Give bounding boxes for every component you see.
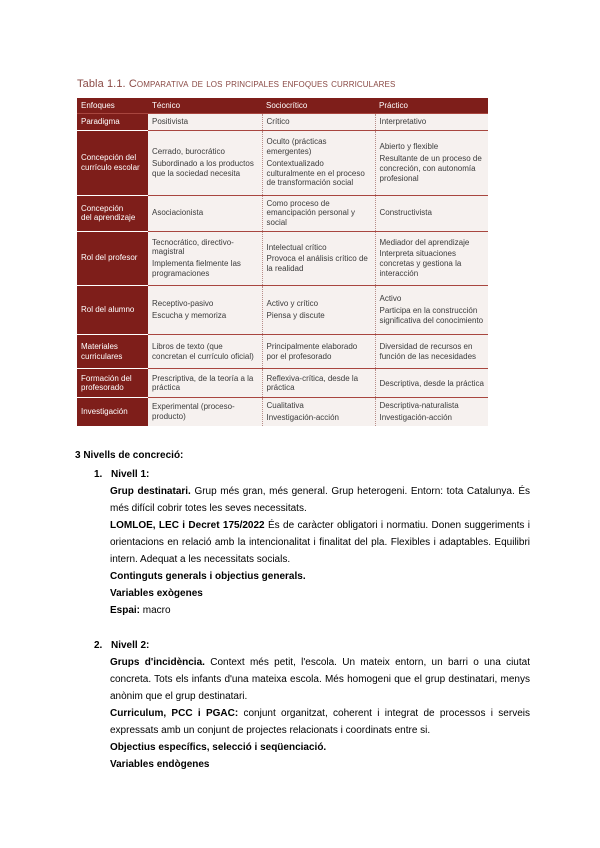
table-cell xyxy=(375,231,488,285)
level-2-objectius: Objectius específics, selecció i seqüenciació. xyxy=(110,742,327,753)
cell-text: Constructivista xyxy=(379,208,432,218)
cell-text: Implementa fielmente las programaciones xyxy=(152,259,241,278)
level-2-number: 2. xyxy=(94,640,103,651)
table-row xyxy=(77,231,488,285)
cell-text: Provoca el análisis crítico de la realidad xyxy=(266,254,368,274)
row-header-line: Concepción del xyxy=(81,153,137,163)
cell-text: Subordinado a los productos que la sociedad necesita xyxy=(152,158,254,178)
table-cell xyxy=(262,334,375,369)
row-header-line: profesorado xyxy=(81,383,124,393)
grups-incidencia-label: Grups d'incidència. xyxy=(110,657,205,668)
level-2-heading xyxy=(94,637,530,654)
table-cell xyxy=(148,231,262,285)
cell-text: Abierto y flexible xyxy=(379,142,439,152)
cell-text: Escucha y memoriza xyxy=(152,310,227,320)
cell-text: Interpreta situaciones concretas y gestiona la interacción xyxy=(379,249,462,278)
table-cell xyxy=(148,334,262,369)
table-cell xyxy=(148,285,262,334)
law-label: LOMLOE, LEC i Decret 175/2022 xyxy=(110,520,265,531)
cell-text: Prescriptiva, de la teoría a la práctica xyxy=(152,373,254,393)
row-header xyxy=(77,195,148,231)
level-1-number: 1. xyxy=(94,469,103,480)
espai-label: Espai: xyxy=(110,605,141,616)
row-header-line: curriculares xyxy=(81,351,123,361)
column-header: Enfoques xyxy=(77,98,148,114)
row-header xyxy=(77,231,148,285)
row-header-line: Paradigma xyxy=(81,117,120,127)
cell-text: Positivista xyxy=(152,117,189,127)
cell-text: Reflexiva-crítica, desde la práctica xyxy=(266,373,359,393)
table-row xyxy=(77,369,488,398)
level-2-grup-paragraph xyxy=(110,654,530,705)
row-header xyxy=(77,369,148,398)
table-cell xyxy=(375,398,488,426)
cell-text: Intelectual crítico xyxy=(266,242,327,252)
grup-destinatari-label: Grup destinatari. xyxy=(110,486,191,497)
cell-text: Cualitativa xyxy=(266,401,304,411)
table-cell xyxy=(262,398,375,426)
table-row xyxy=(77,130,488,195)
row-header-line: Rol del alumno xyxy=(81,304,135,314)
table-cell xyxy=(148,398,262,426)
row-header-line: Materiales xyxy=(81,341,118,351)
cell-text: Investigación-acción xyxy=(379,413,452,423)
table-row xyxy=(77,398,488,426)
table-cell xyxy=(148,195,262,231)
cell-text: Participa en la construcción significativa del conocimiento xyxy=(379,305,484,325)
table-row xyxy=(77,195,488,231)
table-cell xyxy=(148,369,262,398)
cell-text: Oculto (prácticas emergentes) xyxy=(266,137,327,157)
table-caption-text: Comparativa de los principales enfoques curriculares xyxy=(128,78,396,90)
row-header-line: Investigación xyxy=(81,407,128,417)
table-cell xyxy=(375,114,488,131)
table-caption xyxy=(77,78,395,90)
table-cell xyxy=(262,285,375,334)
table-cell xyxy=(375,130,488,195)
row-header-line: currículo escolar xyxy=(81,162,140,172)
level-1-law-paragraph xyxy=(110,517,530,568)
cell-text: Experimental (proceso-producto) xyxy=(152,402,235,422)
row-header-line: Concepción xyxy=(81,203,124,213)
document-body xyxy=(75,447,530,773)
table-cell xyxy=(262,114,375,131)
cell-text: Piensa y discute xyxy=(266,310,325,320)
espai-value: macro xyxy=(140,605,171,616)
cell-text: Tecnocrático, directivo-magistral xyxy=(152,237,234,257)
comparison-table-container xyxy=(77,98,488,426)
table-cell xyxy=(148,114,262,131)
row-header-line: Rol del profesor xyxy=(81,253,138,263)
row-header xyxy=(77,334,148,369)
section-heading: 3 Nivells de concreció: xyxy=(75,450,184,461)
column-header: Práctico xyxy=(375,98,488,114)
cell-text: Mediador del aprendizaje xyxy=(379,237,470,247)
column-header: Sociocrítico xyxy=(262,98,375,114)
cell-text: Contextualizado culturalmente en el proceso de transformación social xyxy=(266,158,365,188)
table-cell xyxy=(262,369,375,398)
table-cell xyxy=(375,285,488,334)
cell-text: Investigación-acción xyxy=(266,413,339,423)
table-cell xyxy=(375,369,488,398)
table-cell xyxy=(262,195,375,231)
level-2-body xyxy=(110,654,530,773)
level-1-espai xyxy=(110,602,530,619)
cell-text: Principalmente elaborado por el profesorado xyxy=(266,341,358,361)
level-1-body xyxy=(110,483,530,619)
cell-text: Receptivo-pasivo xyxy=(152,298,214,308)
level-1-heading xyxy=(94,466,530,483)
level-1-continguts: Continguts generals i objectius generals. xyxy=(110,571,306,582)
cell-text: Asociacionista xyxy=(152,208,204,218)
cell-text: Interpretativo xyxy=(379,117,427,127)
table-row xyxy=(77,334,488,369)
grup-destinatari-text: Grup més gran, més general. Grup heterogeni. Entorn: tota Catalunya. És més difícil cobrir totes les seves necessitats. xyxy=(110,486,530,514)
comparison-table xyxy=(77,98,488,426)
table-row xyxy=(77,114,488,131)
row-header xyxy=(77,285,148,334)
level-1-variables: Variables exògenes xyxy=(110,588,203,599)
table-cell xyxy=(375,334,488,369)
level-2-title: Nivell 2: xyxy=(111,640,150,651)
cell-text: Descriptiva, desde la práctica xyxy=(379,378,484,388)
cell-text: Activo xyxy=(379,294,402,303)
cell-text: Crítico xyxy=(266,117,290,127)
table-cell xyxy=(375,195,488,231)
level-2-curriculum-paragraph xyxy=(110,705,530,739)
table-cell xyxy=(262,231,375,285)
row-header xyxy=(77,398,148,426)
table-caption-number: Tabla 1.1. xyxy=(77,78,126,90)
cell-text: Libros de texto (que concretan el currículo oficial) xyxy=(152,341,254,361)
cell-text: Descriptiva-naturalista xyxy=(379,401,459,411)
level-1-title: Nivell 1: xyxy=(111,469,150,480)
law-text: És de caràcter obligatori i normatiu. Donen suggeriments i orientacions en relació amb la intencionalitat i finalitat del pla. Flexibles i adaptables. Equilibri intern. Adequat a les necessitats socials. xyxy=(110,520,530,565)
row-header xyxy=(77,114,148,131)
cell-text: Resultante de un proceso de concreción, con autonomía profesional xyxy=(379,154,482,183)
row-header xyxy=(77,130,148,195)
curriculum-text: conjunt organitzat, coherent i integrat de processos i serveis expressats amb un conjunt de projectes relacionats i coordinats entre si. xyxy=(110,708,530,736)
curriculum-label: Curriculum, PCC i PGAC: xyxy=(110,708,239,719)
table-row xyxy=(77,285,488,334)
table-header-row xyxy=(77,98,488,114)
table-cell xyxy=(262,130,375,195)
level-1-grup-paragraph xyxy=(110,483,530,517)
level-2-variables: Variables endògenes xyxy=(110,759,210,770)
row-header-line: Formación del xyxy=(81,373,132,383)
cell-text: Activo y crítico xyxy=(266,298,319,308)
level-2 xyxy=(75,637,530,773)
cell-text: Diversidad de recursos en función de las necesidades xyxy=(379,341,477,361)
column-header: Técnico xyxy=(148,98,262,114)
table-cell xyxy=(148,130,262,195)
grups-incidencia-text: Context més petit, l'escola. Un mateix entorn, un barri o una ciutat concreta. Tots els infants d'una mateixa escola. Més homogeni que el grup destinatari, menys anònim que el grup destinatari. xyxy=(110,657,530,702)
cell-text: Como proceso de emancipación personal y social xyxy=(266,198,355,228)
cell-text: Cerrado, burocrático xyxy=(152,147,225,157)
level-1 xyxy=(75,466,530,619)
row-header-line: del aprendizaje xyxy=(81,213,136,223)
